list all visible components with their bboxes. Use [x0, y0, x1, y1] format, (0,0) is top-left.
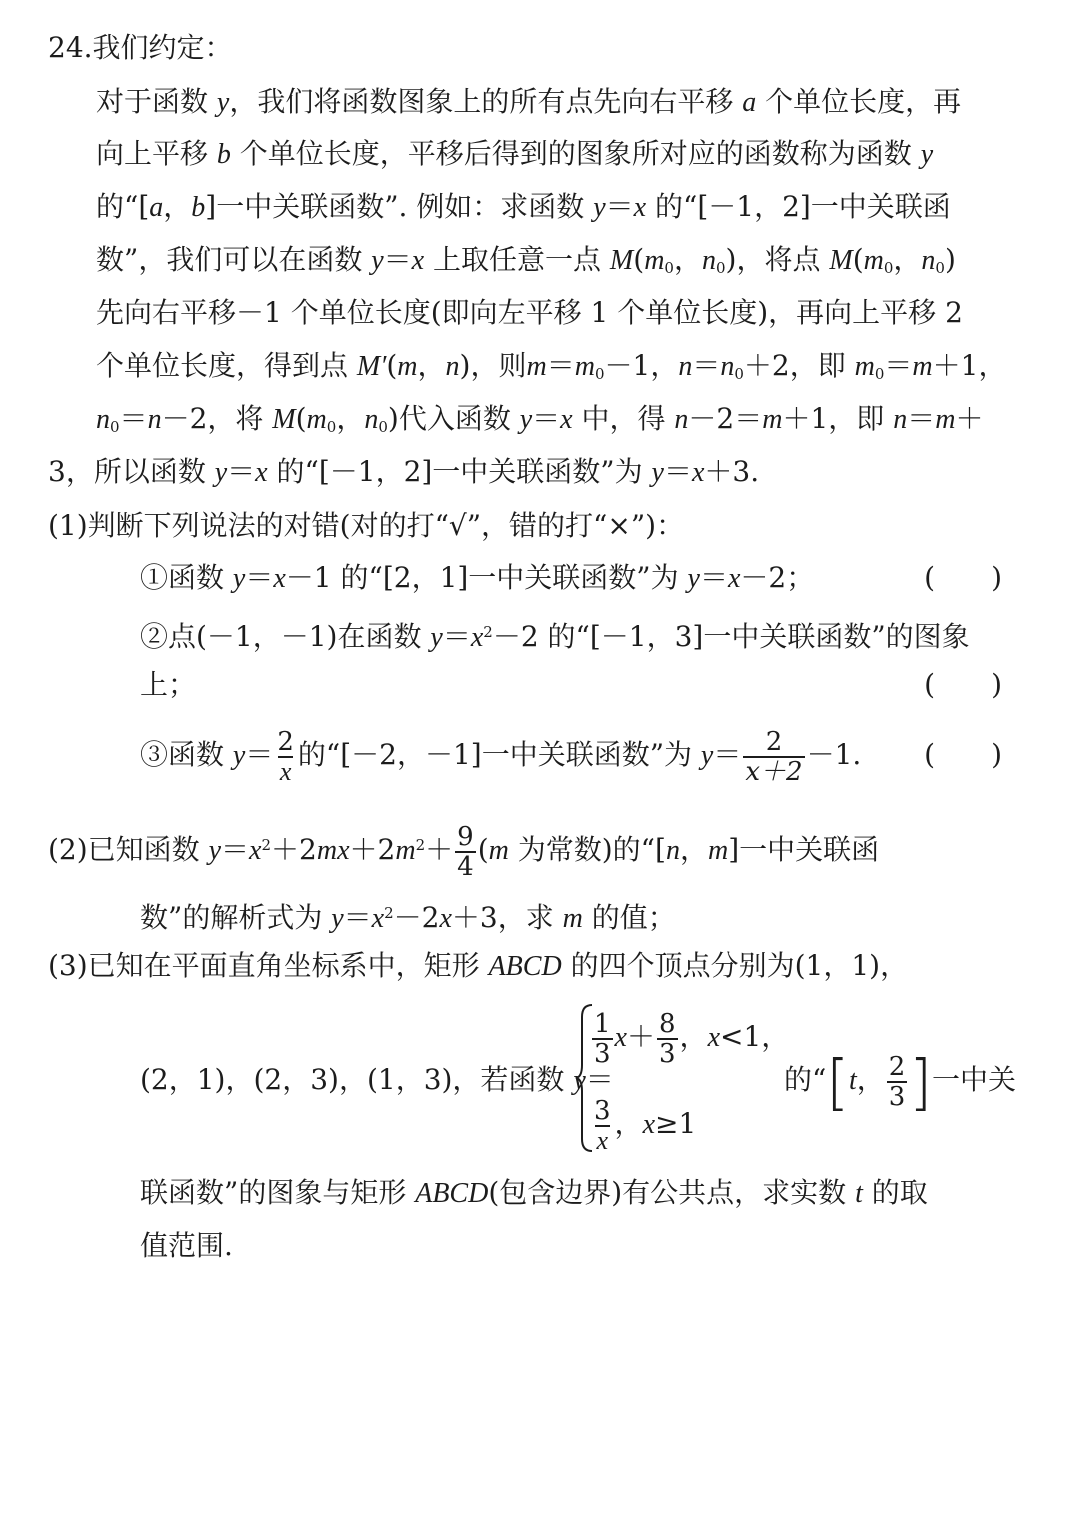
problem-number: 24. — [48, 31, 93, 64]
fraction-2-over-3: $\frac{2}{3}$ — [888, 1051, 906, 1112]
part3-line-2: (2，1)，(2，3)，(1，3)，若函数 y＝ — [140, 1063, 614, 1096]
part3-line-1: (3)已知在平面直角坐标系中，矩形 ABCD 的四个顶点分别为(1，1)， — [48, 949, 909, 982]
intro-line-6: 个单位长度，得到点 M′(m，n)，则$m=m_0-1$，$n=n_0+2$，即 $m_0=m+1$， — [96, 349, 1007, 383]
intro-line-4: 数”，我们可以在函数 y＝x 上取任意一点 $M(m_0$，$n_0$)，将点 $M(m_0$，$n_0$) — [96, 243, 956, 277]
statement-3: ③函数 y＝ $\frac{2}{x}$ 的“[－2，－1]一中关联函数”为 y＝ $\frac{2}{x+2}$ －1. ( ) — [140, 726, 1002, 787]
intro-line-8: 3，所以函数 y＝x 的“[－1，2]一中关联函数”为 y＝x＋3. — [48, 455, 760, 488]
piecewise-case-1: $\frac{1}{3}$ x＋ $\frac{8}{3}$ ，x<1， — [594, 1008, 790, 1069]
intro-line-1: 对于函数 y，我们将函数图象上的所有点先向右平移 a 个单位长度，再 — [96, 85, 962, 118]
statement-2: ②点(－1，－1)在函数 $y=x^2-2$ 的“[－1，3]一中关联函数”的图象 — [140, 620, 970, 653]
intro-line-3: 的“[a，b]一中关联函数”. 例如：求函数 y＝x 的“[－1，2]一中关联函 — [96, 190, 951, 223]
part3-interval: 的“[t， $\frac{2}{3}$ ]一中关 — [784, 1045, 1016, 1118]
piecewise-case-2: $\frac{3}{x}$ ，x≥1 — [594, 1095, 697, 1155]
statement-2-cont: 上； ( ) — [140, 665, 1080, 705]
part2-line-1: (2)已知函数 $y=x^2+2mx+2m^2+$ $\frac{9}{4}$ (m 为常数)的“[n，m]一中关联函 — [48, 821, 880, 882]
answer-blank-1[interactable]: ( ) — [924, 561, 1002, 594]
intro-line-7: $n_0=n-2$，将 $M(m_0$，$n_0$)代入函数 y＝x 中，得 n－2＝m＋1，即 n＝m＋ — [96, 402, 984, 436]
answer-blank-2[interactable]: ( ) — [924, 668, 1002, 701]
intro-line-5: 先向右平移－1 个单位长度(即向左平移 1 个单位长度)，再向上平移 2 — [96, 296, 963, 329]
fraction-2-over-x-plus-2: $\frac{2}{x+2}$ — [745, 726, 803, 787]
heading: 我们约定： — [92, 31, 233, 64]
fraction-2-over-x: $\frac{2}{x}$ — [277, 726, 294, 786]
part1-stem: (1)判断下列说法的对错(对的打“√”，错的打“×”)： — [48, 509, 685, 542]
intro-line-2: 向上平移 b 个单位长度，平移后得到的图象所对应的函数称为函数 y — [96, 137, 934, 170]
fraction-9-over-4: $\frac{9}{4}$ — [457, 821, 474, 882]
part2-line-2: 数”的解析式为 $y=x^2-2x+3$，求 m 的值； — [140, 901, 676, 934]
part3-line-3: 联函数”的图象与矩形 ABCD(包含边界)有公共点，求实数 t 的取 — [140, 1176, 928, 1209]
statement-1: ①函数 y＝x－1 的“[2，1]一中关联函数”为 y＝x－2； ( ) — [140, 558, 1080, 599]
problem-header — [48, 28, 233, 68]
answer-blank-3[interactable]: ( ) — [924, 738, 1002, 771]
part3-line-4: 值范围. — [140, 1229, 233, 1262]
